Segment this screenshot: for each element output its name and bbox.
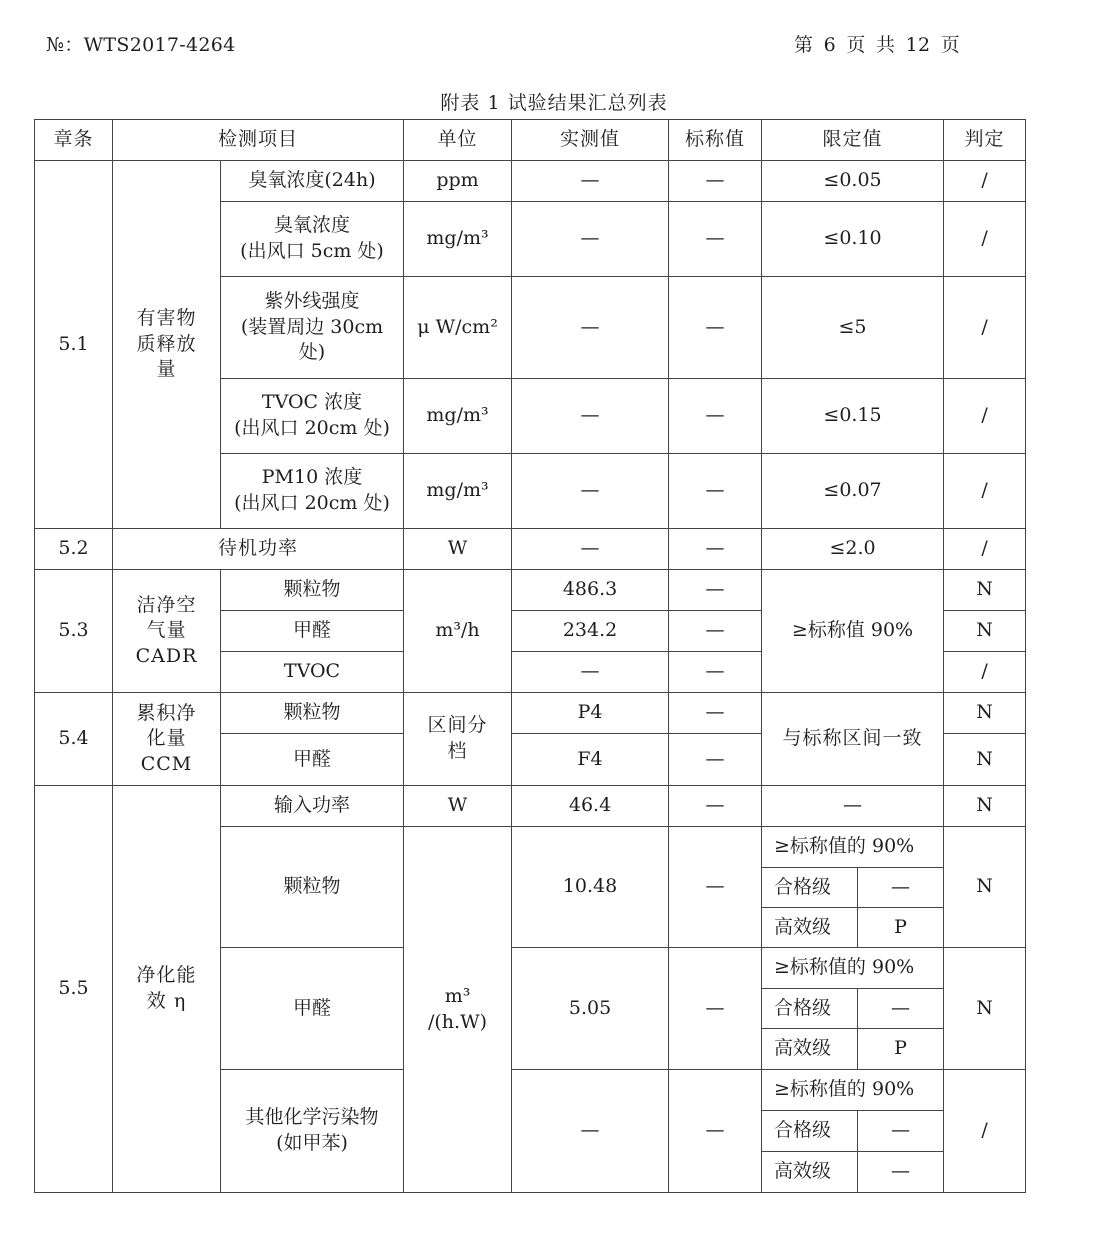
item-cell: 颗粒物: [221, 827, 404, 948]
unit-cell: W: [404, 529, 512, 570]
limit-cell: ≤0.05: [762, 161, 944, 202]
unit-cell: ppm: [404, 161, 512, 202]
item-cell: TVOC 浓度 (出风口 20cm 处): [221, 379, 404, 454]
clause-cell: 5.3: [35, 570, 113, 693]
table-row: [35, 529, 1026, 570]
table-row: [35, 786, 1026, 827]
item-cell: 臭氧浓度 (出风口 5cm 处): [221, 202, 404, 277]
nominal-cell: —: [669, 734, 762, 786]
table-row: [35, 570, 1026, 611]
limit-cell: ≥标称值 90%: [762, 570, 944, 693]
limit-cell: 与标称区间一致: [762, 693, 944, 786]
header-nominal: 标称值: [669, 120, 762, 161]
measured-cell: —: [512, 652, 669, 693]
results-table: [34, 119, 1026, 1193]
measured-cell: —: [512, 277, 669, 379]
verdict-cell: /: [944, 454, 1026, 529]
item-cell: 颗粒物: [221, 570, 404, 611]
header-item: 检测项目: [113, 120, 404, 161]
verdict-cell: /: [944, 529, 1026, 570]
qualified-grade-label: 合格级: [762, 989, 858, 1029]
group-cell: 洁净空 气量 CADR: [113, 570, 221, 693]
qualified-grade-label: 合格级: [762, 1111, 858, 1152]
efficient-grade-label: 高效级: [762, 1152, 858, 1193]
limit-cell: ≥标称值的 90%: [762, 1070, 944, 1111]
measured-cell: F4: [512, 734, 669, 786]
limit-cell: ≤5: [762, 277, 944, 379]
verdict-cell: N: [944, 693, 1026, 734]
unit-cell: mg/m³: [404, 379, 512, 454]
efficient-grade-value: —: [858, 1152, 944, 1193]
nominal-cell: —: [669, 827, 762, 948]
header-clause: 章条: [35, 120, 113, 161]
measured-cell: 234.2: [512, 611, 669, 652]
nominal-cell: —: [669, 652, 762, 693]
limit-cell: —: [762, 786, 944, 827]
table-row: [35, 161, 1026, 202]
nominal-cell: —: [669, 529, 762, 570]
item-cell: 颗粒物: [221, 693, 404, 734]
table-row: [35, 693, 1026, 734]
nominal-cell: —: [669, 611, 762, 652]
efficient-grade-value: P: [858, 908, 944, 948]
item-cell: TVOC: [221, 652, 404, 693]
item-cell: 甲醛: [221, 734, 404, 786]
header-limit: 限定值: [762, 120, 944, 161]
group-cell: 累积净 化量 CCM: [113, 693, 221, 786]
item-cell: 其他化学污染物 (如甲苯): [221, 1070, 404, 1193]
measured-cell: 486.3: [512, 570, 669, 611]
verdict-cell: /: [944, 161, 1026, 202]
item-cell: 紫外线强度 (装置周边 30cm 处): [221, 277, 404, 379]
efficient-grade-value: P: [858, 1029, 944, 1070]
measured-cell: 5.05: [512, 948, 669, 1070]
unit-cell: m³ /(h.W): [404, 827, 512, 1193]
nominal-cell: —: [669, 454, 762, 529]
item-cell: PM10 浓度 (出风口 20cm 处): [221, 454, 404, 529]
verdict-cell: /: [944, 1070, 1026, 1193]
limit-cell: ≤2.0: [762, 529, 944, 570]
unit-cell: mg/m³: [404, 454, 512, 529]
measured-cell: —: [512, 202, 669, 277]
header-verdict: 判定: [944, 120, 1026, 161]
measured-cell: —: [512, 529, 669, 570]
nominal-cell: —: [669, 693, 762, 734]
nominal-cell: —: [669, 786, 762, 827]
verdict-cell: N: [944, 948, 1026, 1070]
limit-cell: ≥标称值的 90%: [762, 827, 944, 868]
verdict-cell: /: [944, 277, 1026, 379]
item-cell: 臭氧浓度(24h): [221, 161, 404, 202]
measured-cell: 46.4: [512, 786, 669, 827]
group-cell: 有害物 质释放 量: [113, 161, 221, 529]
verdict-cell: /: [944, 202, 1026, 277]
qualified-grade-value: —: [858, 989, 944, 1029]
limit-cell: ≤0.10: [762, 202, 944, 277]
measured-cell: —: [512, 161, 669, 202]
report-number: №：WTS2017-4264: [46, 34, 236, 56]
item-cell: 输入功率: [221, 786, 404, 827]
unit-cell: W: [404, 786, 512, 827]
verdict-cell: N: [944, 827, 1026, 948]
verdict-cell: N: [944, 611, 1026, 652]
unit-cell: m³/h: [404, 570, 512, 693]
item-cell: 待机功率: [113, 529, 404, 570]
nominal-cell: —: [669, 948, 762, 1070]
verdict-cell: /: [944, 379, 1026, 454]
verdict-cell: /: [944, 652, 1026, 693]
header-measured: 实测值: [512, 120, 669, 161]
measured-cell: —: [512, 1070, 669, 1193]
item-cell: 甲醛: [221, 948, 404, 1070]
measured-cell: 10.48: [512, 827, 669, 948]
clause-cell: 5.4: [35, 693, 113, 786]
clause-cell: 5.5: [35, 786, 113, 1193]
efficient-grade-label: 高效级: [762, 1029, 858, 1070]
group-cell: 净化能 效 η: [113, 786, 221, 1193]
verdict-cell: N: [944, 570, 1026, 611]
limit-cell: ≤0.15: [762, 379, 944, 454]
efficient-grade-label: 高效级: [762, 908, 858, 948]
table-caption: 附表 1 试验结果汇总列表: [440, 92, 668, 114]
header-unit: 单位: [404, 120, 512, 161]
nominal-cell: —: [669, 1070, 762, 1193]
limit-cell: ≤0.07: [762, 454, 944, 529]
nominal-cell: —: [669, 277, 762, 379]
page-indicator: 第 6 页 共 12 页: [794, 34, 961, 56]
unit-cell: mg/m³: [404, 202, 512, 277]
table-header-row: [35, 120, 1026, 161]
measured-cell: —: [512, 379, 669, 454]
unit-cell: μ W/cm²: [404, 277, 512, 379]
qualified-grade-value: —: [858, 868, 944, 908]
clause-cell: 5.1: [35, 161, 113, 529]
limit-cell: ≥标称值的 90%: [762, 948, 944, 989]
verdict-cell: N: [944, 786, 1026, 827]
clause-cell: 5.2: [35, 529, 113, 570]
nominal-cell: —: [669, 202, 762, 277]
qualified-grade-value: —: [858, 1111, 944, 1152]
item-cell: 甲醛: [221, 611, 404, 652]
nominal-cell: —: [669, 379, 762, 454]
nominal-cell: —: [669, 161, 762, 202]
unit-cell: 区间分 档: [404, 693, 512, 786]
qualified-grade-label: 合格级: [762, 868, 858, 908]
verdict-cell: N: [944, 734, 1026, 786]
measured-cell: —: [512, 454, 669, 529]
measured-cell: P4: [512, 693, 669, 734]
nominal-cell: —: [669, 570, 762, 611]
